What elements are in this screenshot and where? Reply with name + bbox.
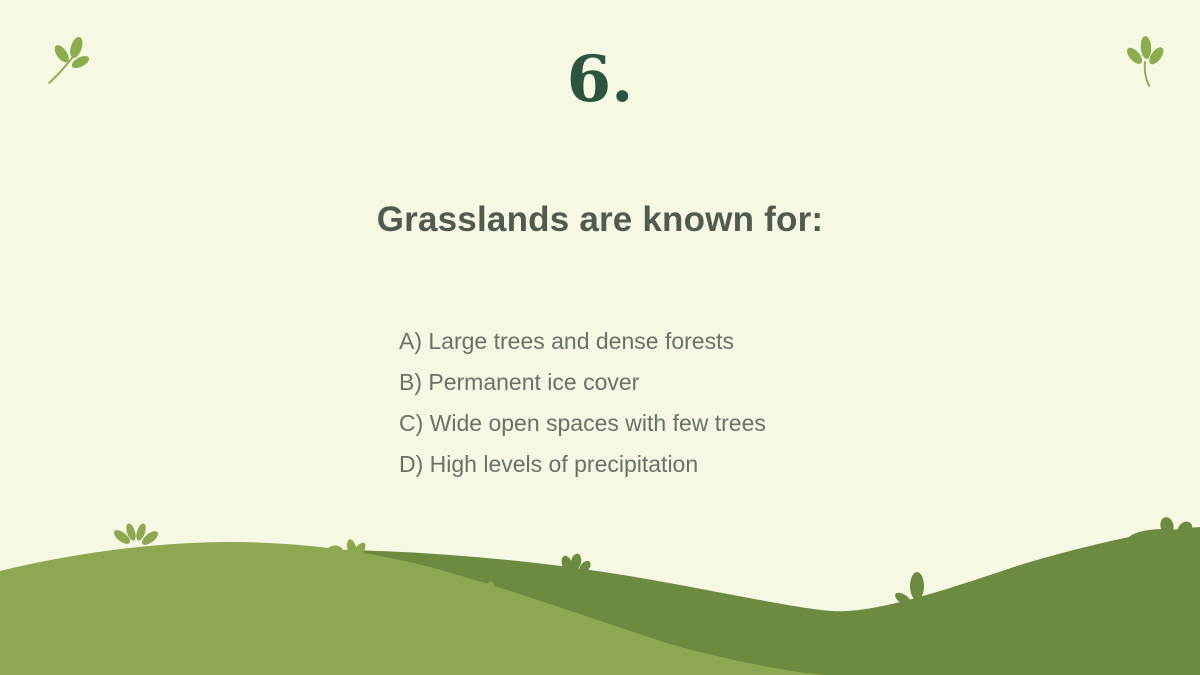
option-c: C) Wide open spaces with few trees bbox=[399, 410, 766, 436]
sprout-icon bbox=[893, 572, 941, 608]
grass-tuft-icon bbox=[560, 553, 593, 576]
dark-hill-shape bbox=[0, 516, 1200, 675]
grass-tuft-icon bbox=[471, 580, 522, 606]
option-b: B) Permanent ice cover bbox=[399, 369, 640, 395]
question-number: 6. bbox=[566, 42, 634, 117]
options-list bbox=[399, 321, 766, 485]
grass-tuft-icon bbox=[112, 522, 161, 547]
bush-icon bbox=[1126, 516, 1200, 555]
option-d: D) High levels of precipitation bbox=[399, 451, 699, 477]
option-a: A) Large trees and dense forests bbox=[399, 328, 734, 354]
question-title: Grasslands are known for: bbox=[376, 200, 824, 239]
light-hill-shape bbox=[0, 522, 825, 675]
grass-tuft-icon bbox=[326, 538, 368, 561]
